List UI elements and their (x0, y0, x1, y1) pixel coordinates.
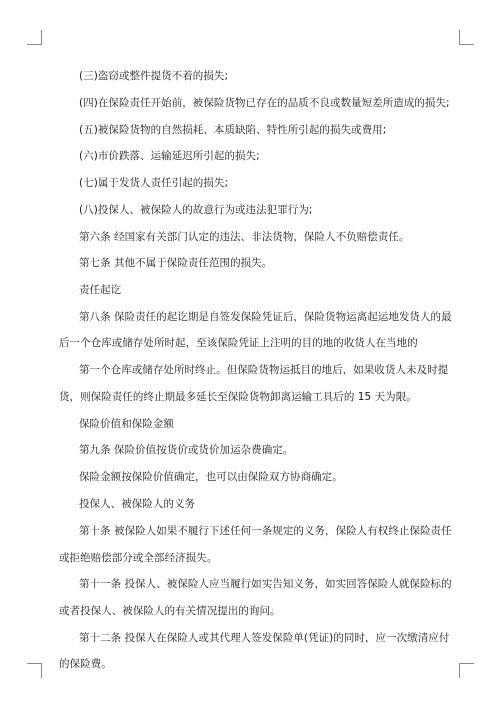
section-heading: 保险价值和保险金额 (79, 418, 174, 430)
document-line: 第八条 保险责任的起讫期是自签发保险凭证后，保险货物运离起运地发货人的最 (79, 311, 452, 323)
section-heading: 投保人、被保险人的义务 (79, 498, 196, 510)
document-line: 第九条 保险价值按货价或货价加运杂费确定。 (79, 444, 294, 456)
document-line: (五)被保险货物的自然损耗、本质缺陷、特性所引起的损失或费用; (79, 124, 387, 136)
document-line: 第六条 经国家有关部门认定的违法、非法货物，保险人不负赔偿责任。 (79, 231, 410, 243)
section-heading: 责任起讫 (79, 284, 122, 296)
document-line: 货，则保险责任的终止期最多延长至保险货物卸离运输工具后的 15 天为限。 (59, 391, 417, 403)
document-line: (七)属于发货人责任引起的损失; (79, 177, 229, 189)
document-line: 第十条 被保险人如果不履行下述任何一条规定的义务，保险人有权终止保险责任 (79, 525, 452, 537)
document-line: 后一个仓库或储存处所时起，至该保险凭证上注明的目的地的收货人在当地的 (59, 337, 418, 349)
document-line: 第十一条 投保人、被保险人应当履行如实告知义务，如实回答保险人就保险标的 (79, 578, 452, 590)
document-line: 的保险费。 (59, 658, 112, 670)
document-line: 或拒绝赔偿部分或全部经济损失。 (59, 552, 218, 564)
document-line: 第七条 其他不属于保险责任范围的损失。 (79, 257, 273, 269)
document-line: 第一个仓库或储存处所时终止。但保险货物运抵目的地后，如果收货人未及时提 (79, 364, 449, 376)
document-line: (八)投保人、被保险人的故意行为或违法犯罪行为; (79, 204, 313, 216)
document-line: (三)盗窃或整件提货不着的损失; (79, 70, 229, 82)
document-line: 保险金额按保险价值确定，也可以由保险双方协商确定。 (79, 471, 343, 483)
document-line: (六)市价跌落、运输延迟所引起的损失; (79, 150, 260, 162)
document-line: (四)在保险责任开始前，被保险货物已存在的品质不良或数量短差所造成的损失; (79, 97, 450, 109)
document-line: 或者投保人、被保险人的有关情况提出的询问。 (59, 605, 281, 617)
document-line: 第十二条 投保人在保险人或其代理人签发保险单(凭证)的同时，应一次缴清应付 (79, 632, 450, 644)
